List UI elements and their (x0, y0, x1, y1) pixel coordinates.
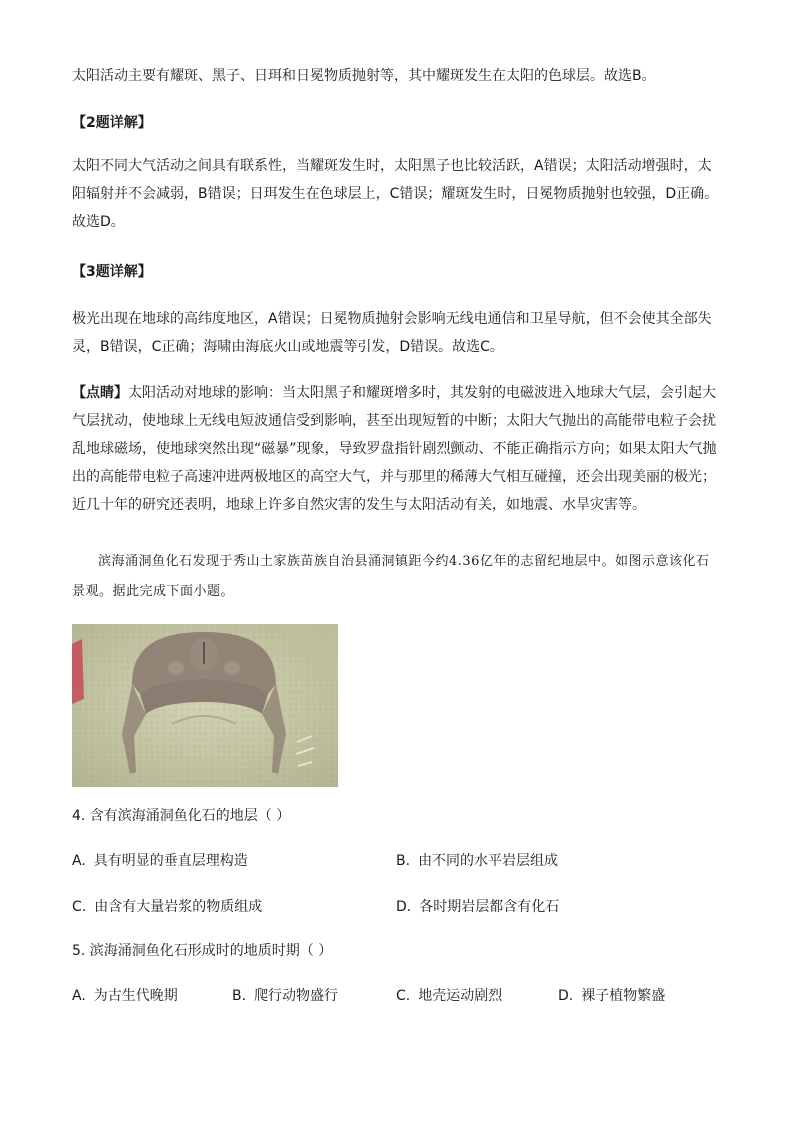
q4-option-d[interactable]: D. 各时期岩层都含有化石 (396, 899, 560, 915)
answer-1-text: 太阳活动主要有耀斑、黑子、日珥和日冕物质抛射等，其中耀斑发生在太阳的色球层。故选B。 (72, 68, 656, 84)
answer-2-text: 太阳不同大气活动之间具有联系性，当耀斑发生时，太阳黑子也比较活跃，A错误；太阳活动增强时，太阳辐射并不会减弱，B错误；日珥发生在色球层上，C错误；耀斑发生时，日冕物质抛射也较强，D正确。故选D。 (72, 158, 719, 230)
q5-option-d[interactable]: D. 裸子植物繁盛 (558, 988, 666, 1004)
question-2-header: 【2题详解】 (72, 115, 152, 131)
question-5-stem: 5. 滨海涌洞鱼化石形成时的地质时期（ ） (72, 943, 333, 959)
q4-option-c[interactable]: C. 由含有大量岩浆的物质组成 (72, 899, 263, 915)
question-3-header: 【3题详解】 (72, 264, 152, 280)
q4-option-a[interactable]: A. 具有明显的垂直层理构造 (72, 853, 248, 869)
material-intro: 滨海涌洞鱼化石发现于秀山土家族苗族自治县涌洞镇距今约4.36亿年的志留纪地层中。如图示意该化石景观。据此完成下面小题。 (72, 554, 710, 599)
fossil-photo (72, 624, 338, 787)
q5-option-a[interactable]: A. 为古生代晚期 (72, 988, 178, 1004)
q5-option-b[interactable]: B. 爬行动物盛行 (232, 988, 339, 1004)
tip-text: 太阳活动对地球的影响：当太阳黑子和耀斑增多时，其发射的电磁波进入地球大气层，会引起大气层扰动，使地球上无线电短波通信受到影响，甚至出现短暂的中断；太阳大气抛出的高能带电粒子会扰乱地球磁场，使地球突然出现“磁暴”现象，导致罗盘指针剧烈颤动、不能正确指示方向；如果太阳大气抛出的高能带电粒子高速冲进两极地区的高空大气，并与那里的稀薄大气相互碰撞，还会出现美丽的极光；近几十年的研究还表明，地球上许多自然灾害的发生与太阳活动有关，如地震、水旱灾害等。 (72, 385, 717, 513)
q4-option-b[interactable]: B. 由不同的水平岩层组成 (396, 853, 559, 869)
tip-label: 【点睛】 (72, 385, 128, 401)
tip-paragraph (72, 379, 722, 519)
q5-option-c[interactable]: C. 地壳运动剧烈 (396, 988, 503, 1004)
question-4-stem: 4. 含有滨海涌洞鱼化石的地层（ ） (72, 808, 291, 824)
answer-3-text: 极光出现在地球的高纬度地区，A错误；日冕物质抛射会影响无线电通信和卫星导航，但不会使其全部失灵，B错误，C正确；海啸由海底火山或地震等引发，D错误。故选C。 (72, 311, 712, 355)
